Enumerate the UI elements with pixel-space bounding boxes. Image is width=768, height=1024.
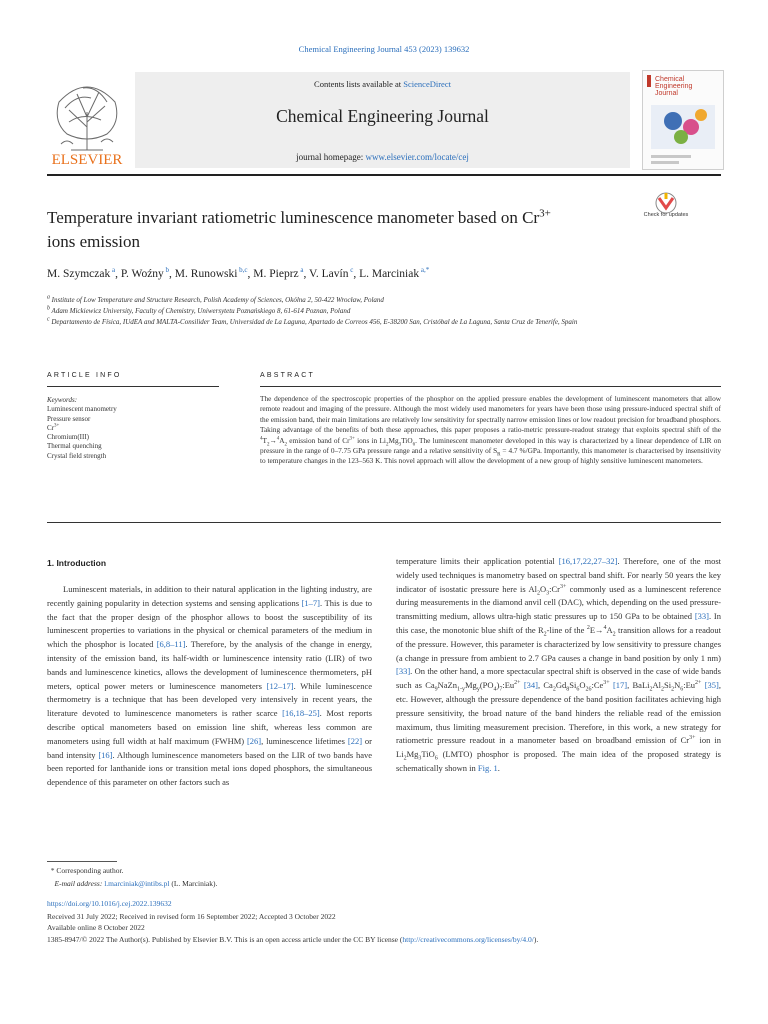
svg-text:ELSEVIER: ELSEVIER	[51, 152, 123, 168]
email-note: E-mail address: l.marciniak@intibs.pl (L. Marciniak).	[54, 879, 218, 888]
citation-link[interactable]: [26]	[246, 735, 262, 746]
citation-link[interactable]: [35]	[704, 680, 719, 691]
citation-link[interactable]: [12–17]	[266, 680, 294, 691]
doi-link[interactable]: https://doi.org/10.1016/j.cej.2022.139632	[47, 899, 172, 908]
abstract-heading: ABSTRACT	[260, 372, 315, 379]
abstract-text: The dependence of the spectroscopic properties of the phosphor on the applied pressure enables the development of luminescent manometers that allow remote readout and imaging of the pressure. Although the most widely used manometers for years have been those using pressure-induced spectral shift of the emission band, their main limitations are relatively low sensitivity for spectrally narrow emission lines or low readout precision for broadband phosphors. Taking advantage of the benefits of both these approaches, this paper proposes a ratio-metric pressure-readout strategy that exploits spectral shift of the $^4T_2\to^4A_2$ emission band of $Cr^{3+}$ ions in $Li_2Mg_3TiO_6$. The luminescent manometer developed in this way is characterized by a linear dependence of LIR on pressure in the range of 0–7.75 GPa pressure range and a relative sensitivity of $S_R = 4.7$ %/GPa. Importantly, this manometer is characterised by insensitivity to temperature changes in the 123–563 K. This novel approach will allow the development of a new group of highly sensitive luminescent manometers.	[260, 394, 721, 466]
citation-link[interactable]: [17]	[612, 680, 628, 691]
author[interactable]: M. Runowski	[174, 268, 238, 280]
journal-reference[interactable]: Chemical Engineering Journal 453 (2023) 139632	[298, 44, 470, 54]
author[interactable]: L. Marciniak	[359, 268, 420, 280]
available-online-date: Available online 8 October 2022	[47, 923, 145, 932]
info-divider	[47, 386, 219, 387]
affiliation: $^c$ Departamento de Física, IUdEA and MALTA-Consilider Team, Universidad de La Laguna, Apartado de Correos 456, E-38200 San, Cristóbal de La Laguna, Santa Cruz de Tenerife, Spain	[47, 316, 578, 326]
author[interactable]: M. Pieprz	[253, 268, 299, 280]
keyword: Pressure sensor	[47, 414, 91, 423]
citation-link[interactable]: [33]	[694, 611, 710, 622]
abstract-bottom-divider	[47, 522, 721, 523]
svg-text:Engineering: Engineering	[655, 83, 693, 90]
citation-link[interactable]: [16,18–25]	[282, 708, 320, 719]
citation-link[interactable]: [1–7]	[301, 597, 321, 608]
affiliation: $^b$ Adam Mickiewicz University, Faculty of Chemistry, Uniwersytetu Poznańskiego 8, 61-614 Poznan, Poland	[47, 305, 351, 315]
homepage-link[interactable]: www.elsevier.com/locate/cej	[365, 152, 469, 162]
introduction-left-column: Luminescent materials, in addition to their natural application in the lighting industry, are recently gaining popularity in detection systems and sensing applications [1–7]. This is due to the fact that the proper design of the phosphor allows to boost the susceptibility of its luminescent properties to variations in the physical or chemical parameters of the medium in which the phosphor is located [6,8–11]. Therefore, by the analysis of the change in energy, intensity of the emission band, its half-width or luminescence intensity ratio (LIR) of two bands and luminescence kinetics, allows the development of luminescence thermometers, pH meters, optical power meters or luminescence manometers [12–17]. While luminescence thermometry is a technique that has been developed very intensively in recent years, the literature devoted to luminescence manometers is rather scarce [16,18–25]. Most reports describe optical manometers based on emission line shift, whereas less common are manometers using full width at half maximum (FWHM) [26], luminescence lifetimes [22] or band intensity [16]. Although luminescence manometers based on the LIR of two bands have been reported for lanthanide ions or transition metal ions doped phosphors, the simultaneous dependence of this parameter on other factors such as	[47, 584, 372, 788]
affiliation: $^a$ Institute of Low Temperature and Structure Research, Polish Academy of Sciences, Okólna 2, 50-422 Wrocław, Poland	[47, 294, 384, 304]
keyword: Thermal quenching	[47, 442, 102, 451]
article-title: Temperature invariant ratiometric luminescence manometer based on $Cr^{3+}$ ions emission	[47, 207, 551, 251]
footnote-divider	[47, 861, 117, 862]
keywords-block	[47, 396, 219, 461]
author[interactable]: M. Szymczak	[47, 268, 111, 280]
citation-link[interactable]: [16]	[98, 749, 113, 760]
citation-link[interactable]: [34]	[523, 680, 538, 691]
journal-cover-image	[642, 70, 724, 170]
svg-text:Chemical: Chemical	[655, 76, 685, 83]
citation-link[interactable]: [16,17,22,27–32]	[558, 556, 618, 566]
abstract-divider	[260, 386, 721, 387]
journal-title: Chemical Engineering Journal	[276, 106, 489, 126]
citation-link[interactable]: [33]	[396, 666, 411, 677]
email-link[interactable]: l.marciniak@intibs.pl	[104, 879, 170, 888]
introduction-heading: 1. Introduction	[47, 558, 107, 568]
corresponding-author-note: * Corresponding author.	[47, 866, 124, 875]
elsevier-logo	[47, 72, 127, 168]
homepage-line: journal homepage: www.elsevier.com/locate/cej	[296, 152, 469, 162]
svg-text:Journal: Journal	[655, 90, 678, 97]
introduction-right-column: temperature limits their application potential [16,17,22,27–32]. Therefore, one of the most widely used techniques is manometry based on spectral band shift. For nearly 50 years the key indicator of isostatic pressure here is $Al_2O_3:Cr^{3+}$ commonly used as a luminescent reference during measurements in the diamond anvil cell (DAC), which, depending on the used pressure-transmitting medium, allows ultra-high static pressures up to 150 GPa to be obtained [33]. In this case, the monotonic blue shift of the $R_2$-line of the $^2E\to^4A_2$ transition allows for a readout of the pressure. However, this parameter is characterized by low sensitivity to pressure changes (a change in pressure from ambient to 2.7 GPa causes a change in band position by only 1 nm) [33]. On the other hand, a more spectacular spectral shift is observed in the case of wide bands such as $Ca_9NaZn_{1-y}Mg_y(PO_4)_7:Eu^{2+}$ [34], $Ca_2Gd_8Si_6O_{26}:Ce^{3+}$ [17], $BaLi_2Al_2Si_2N_6:Eu^{2+}$ [35], etc. However, although the pressure dependence of the band position facilitates achieving high pressure sensitivity, the broad nature of the band hinders the reliable read of the emission maximum, thus limiting measurement precision. Therefore, in this work, a new strategy for ratiometric pressure readout in a manometer based on broadband emission of $Cr^{3+}$ ion in $Li_2Mg_3TiO_6$ (LMTO) phosphor is proposed. The main idea of the proposed strategy is schematically shown in Fig. 1.	[396, 556, 722, 773]
check-for-updates-label[interactable]: Check for updates	[643, 212, 689, 218]
keyword: $Cr^{3+}$	[47, 423, 60, 432]
author-list: M. Szymczak $^a$, P. Woźny $^b$, M. Runowski $^{b,c}$, M. Pieprz $^a$, V. Lavín $^c$, L. Marciniak $^{a,*}$	[47, 266, 430, 280]
keyword: Chromium(III)	[47, 433, 89, 442]
article-info-heading: ARTICLE INFO	[47, 372, 122, 379]
received-dates: Received 31 July 2022; Received in revised form 16 September 2022; Accepted 3 October 2022	[47, 912, 336, 921]
sciencedirect-link[interactable]: ScienceDirect	[403, 79, 451, 89]
header-divider	[47, 174, 721, 176]
keyword: Luminescent manometry	[47, 405, 117, 414]
license-link[interactable]: http://creativecommons.org/licenses/by/4.0/	[402, 935, 534, 944]
license-line: 1385-8947/© 2022 The Author(s). Published by Elsevier B.V. This is an open access article under the CC BY license (http://creativecommons.org/licenses/by/4.0/).	[47, 935, 539, 944]
contents-line: Contents lists available at ScienceDirect	[314, 79, 451, 89]
figure-link[interactable]: Fig. 1	[477, 762, 498, 773]
author[interactable]: V. Lavín	[309, 268, 349, 280]
check-for-updates-icon[interactable]	[647, 192, 685, 230]
citation-link[interactable]: [22]	[347, 735, 363, 746]
keyword: Crystal field strength	[47, 451, 107, 460]
keywords-label: Keywords:	[47, 396, 78, 404]
author[interactable]: P. Woźny	[120, 268, 164, 280]
citation-link[interactable]: [6,8–11]	[156, 639, 186, 650]
